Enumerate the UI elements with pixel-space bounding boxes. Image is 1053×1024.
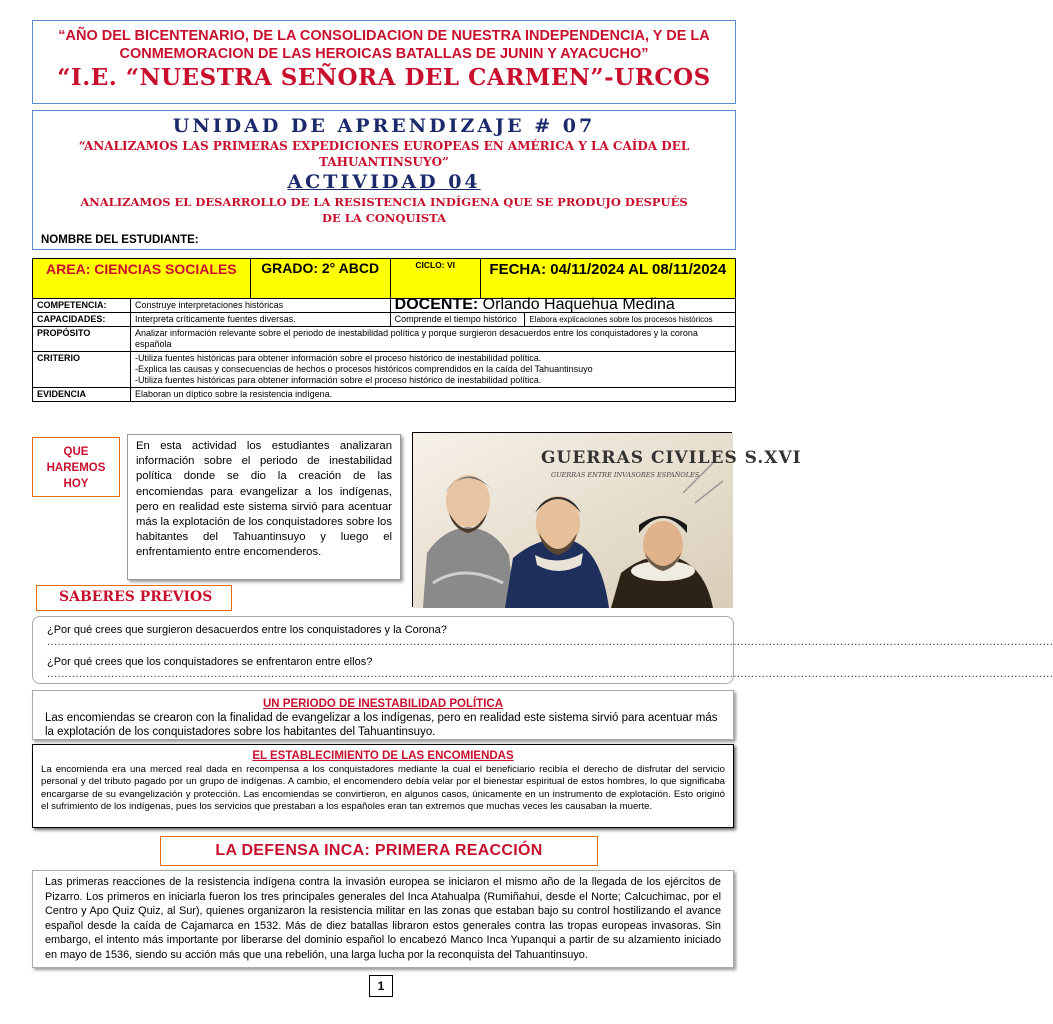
encomiendas-title: EL ESTABLECIMIENTO DE LAS ENCOMIENDAS	[252, 750, 514, 762]
encomiendas-text: La encomienda era una merced real dada en recompensa a los conquistadores mediante la cual el beneficiario recibía el derecho de disfrutar del servicio personal y del tributo pagado por un grupo de indígenas. A cambio, el encomendero debía velar por el bienestar espiritual de estos hombres, lo que significaba encargarse de su evangelización y protección. Las encomiendas se convirtieron, en algunos casos, únicamente en un instrumento de explotación. Esto originó el sufrimiento de los indígenas, pues los servicios que prestaban a los españoles eran tan extremos que muchas veces les causaban la muerte.	[41, 764, 725, 812]
ciclo-label: CICLO: VI	[415, 260, 455, 270]
saberes-previos-label: SABERES PREVIOS	[36, 585, 232, 611]
fecha-label: FECHA: 04/11/2024 AL 08/11/2024	[489, 261, 727, 278]
competencia-value: Construye interpretaciones históricas	[131, 299, 391, 313]
answer-line-1[interactable]: ...........................................................................................................................................................................................................................................................................................	[47, 636, 1053, 648]
question-1: ¿Por qué crees que surgieron desacuerdos entre los conquistadores y la Corona?	[47, 624, 447, 636]
portraits-graphic	[413, 433, 802, 608]
ciclo-cell	[390, 259, 480, 299]
grado-label: GRADO: 2° ABCD	[261, 260, 380, 276]
area-label: AREA: CIENCIAS SOCIALES	[46, 261, 237, 277]
capacidades-label: CAPACIDADES:	[33, 313, 131, 327]
year-motto: “AÑO DEL BICENTENARIO, DE LA CONSOLIDACION DE NUESTRA INDEPENDENCIA, Y DE LA CONMEMORACION DE LAS HEROICAS BATALLAS DE JUNIN Y AYACUCHO”	[58, 28, 710, 62]
illustration-title: GUERRAS CIVILES S.XVI	[541, 448, 802, 468]
grado-cell	[250, 259, 390, 299]
answer-line-2[interactable]: ...........................................................................................................................................................................................................................................................................................	[47, 668, 1053, 680]
criterio-1: -Utiliza fuentes históricas para obtener información sobre el proceso histórico de inestabilidad política.	[135, 353, 542, 363]
inestabilidad-title: UN PERIODO DE INESTABILIDAD POLÍTICA	[262, 698, 504, 710]
question-2: ¿Por qué crees que los conquistadores se enfrentaron entre ellos?	[47, 656, 373, 668]
criterio-value	[131, 352, 736, 388]
proposito-value: Analizar información relevante sobre el periodo de inestabilidad política y porque surgieron desacuerdos entre los conquistadores y la corona española	[131, 327, 736, 352]
school-name: “I.E. “NUESTRA SEÑORA DEL CARMEN”-URCOS	[57, 64, 711, 91]
inestabilidad-text: Las encomiendas se crearon con la finalidad de evangelizar a los indígenas, pero en realidad este sistema sirvió para acentuar más la explotación de los conquistadores sobre los habitantes del Tahuantinsuyo.	[45, 712, 718, 738]
questions-box	[32, 616, 1053, 684]
defensa-inca-text: Las primeras reacciones de la resistencia indígena contra la invasión europea se iniciaron el mismo año de la llegada de los ejércitos de Pizarro. Los primeros en iniciarla fueron los tres principales generales del Inca Atahualpa (Rumiñahui, desde el Norte; Calcuchimac, por el Centro y Apo Quiz Quiz, al Sur), quienes organizaron la resistencia militar en las zonas que estaban bajo su control hostilizando el avance español desde la caída de Cajamarca en 1532. Más de diez batallas libraron estos generales contra las tropas europeas invasoras. Sin embargo, el intento más importante por liberarse del dominio español lo encabezó Manco Inca Yupanqui a partir de su alzamiento iniciado en mayo de 1536, siendo su acción más que una rebelión, una larga lucha por la reconquista del Tahuantinsuyo.	[32, 870, 734, 968]
civil-wars-illustration	[412, 432, 802, 607]
encomiendas-section	[32, 744, 734, 828]
student-name-label: NOMBRE DEL ESTUDIANTE:	[41, 234, 199, 246]
evidencia-value: Elaboran un díptico sobre la resistencia indígena.	[131, 388, 736, 402]
activity-subtitle: ANALIZAMOS EL DESARROLLO DE LA RESISTENCIA INDÍGENA QUE SE PRODUJO DESPUÉS DE LA CONQUISTA	[80, 195, 688, 225]
criterio-label: CRITERIO	[33, 352, 131, 388]
criterio-2: -Explica las causas y consecuencias de hechos o procesos históricos comprendidos en la caída del Tahuantinsuyo	[135, 364, 593, 374]
unit-header	[32, 110, 736, 250]
activity-title: ACTIVIDAD 04	[287, 171, 481, 193]
info-table	[32, 258, 736, 402]
proposito-label: PROPÓSITO	[33, 327, 131, 352]
fecha-cell	[480, 259, 735, 299]
docente-name: Orlando Haquehua Medina	[478, 296, 675, 313]
docente-cell	[390, 296, 735, 313]
illustration-subtitle: GUERRAS ENTRE INVASORES ESPAÑOLES	[551, 471, 700, 479]
capacidad-3: Elabora explicaciones sobre los procesos históricos	[525, 313, 736, 327]
competencia-label: COMPETENCIA:	[33, 299, 131, 313]
capacidad-2: Comprende el tiempo histórico	[390, 313, 525, 327]
docente-label: DOCENTE:	[394, 296, 479, 313]
que-haremos-text: En esta actividad los estudiantes analizaran información sobre el periodo de inestabilidad política donde se dio la creación de las encomiendas para evangelizar a los indígenas, pero en realidad este sistema sirvió para acentuar más la explotación de los conquistadores sobre los habitantes del Tahuantinsuyo y luego el enfrentamiento entre encomenderos.	[127, 434, 401, 580]
header	[32, 20, 736, 104]
criterio-3: -Utiliza fuentes históricas para obtener información sobre el proceso histórico de inestabilidad política.	[135, 375, 542, 385]
unit-title: UNIDAD DE APRENDIZAJE # 07	[172, 115, 596, 137]
que-haremos-label: QUE HAREMOS HOY	[32, 437, 120, 497]
unit-subtitle: “ANALIZAMOS LAS PRIMERAS EXPEDICIONES EUROPEAS EN AMÉRICA Y LA CAÍDA DEL TAHUANTINSUYO”	[78, 139, 690, 169]
inestabilidad-section	[32, 690, 734, 740]
page-number: 1	[369, 975, 393, 997]
area-cell	[33, 259, 251, 299]
defensa-inca-title: LA DEFENSA INCA: PRIMERA REACCIÓN	[160, 836, 598, 866]
evidencia-label: EVIDENCIA	[33, 388, 131, 402]
capacidad-1: Interpreta críticamente fuentes diversas.	[131, 313, 391, 327]
